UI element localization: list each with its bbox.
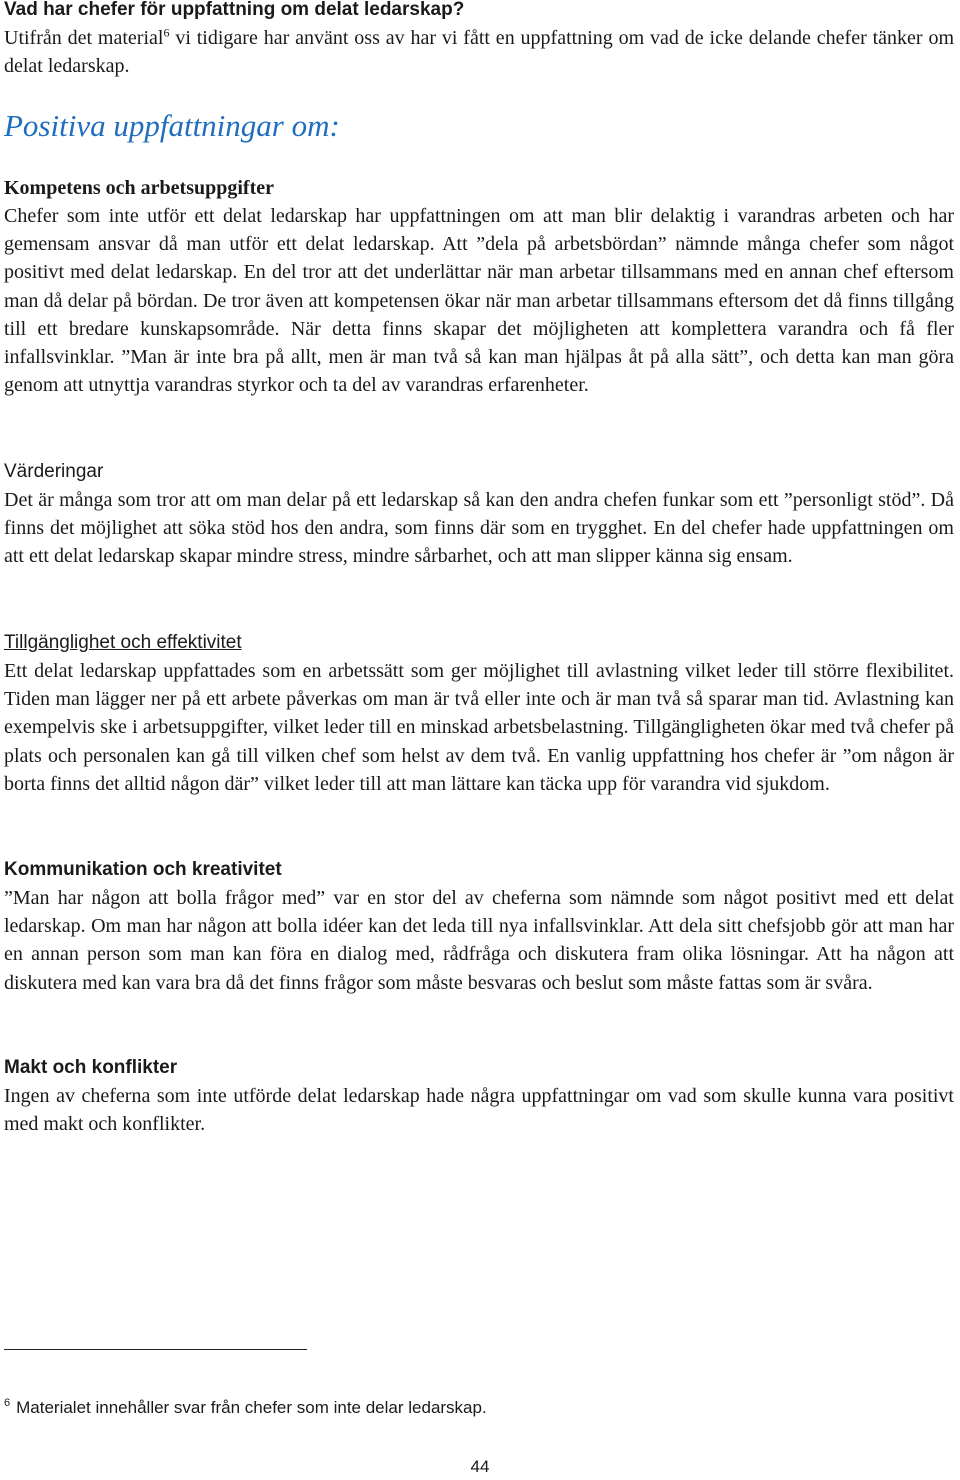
main-heading-block xyxy=(4,106,954,146)
intro-text-after: vi tidigare har använt oss av har vi fått en uppfattning om vad de icke delande chefer tänker om delat ledarskap. xyxy=(4,27,954,78)
section-title: Kompetens och arbetsuppgifter xyxy=(4,177,274,199)
section-title: Makt och konflikter xyxy=(4,1057,178,1078)
section-kommunikation xyxy=(4,856,954,997)
footnote-separator xyxy=(4,1349,307,1350)
section-title: Värderingar xyxy=(4,461,104,482)
section-title: Tillgänglighet och effektivitet xyxy=(4,632,242,653)
section-body: Det är många som tror att om man delar på ett ledarskap så kan den andra chefen funkar som ett ”personligt stöd”. Då finns det möjlighet att söka stöd hos den andra, som finns där som en trygghet. En del chefer hade uppfattningen om att ett delat ledarskap skapar mindre stress, mindre sårbarhet, och att man slipper känna sig ensam. xyxy=(4,489,954,568)
intro-block xyxy=(4,0,954,80)
intro-text-before: Utifrån det material xyxy=(4,27,164,49)
section-makt xyxy=(4,1054,954,1138)
footnote-text: Materialet innehåller svar från chefer som inte delar ledarskap. xyxy=(16,1398,487,1417)
section-title: Kommunikation och kreativitet xyxy=(4,859,282,880)
section-body: Ingen av cheferna som inte utförde delat ledarskap hade några uppfattningar om vad som skulle kunna vara positivt med makt och konflikter. xyxy=(4,1085,954,1136)
main-heading: Positiva uppfattningar om: xyxy=(4,108,340,143)
footnote-reference: 6 xyxy=(163,25,170,40)
section-body: ”Man har någon att bolla frågor med” var en stor del av cheferna som nämnde som något positivt med ett delat ledarskap. Om man har någon att bolla idéer kan det leda till nya infallsvinklar. Att dela sitt chefsjobb gör att man har en annan person som man kan föra en dialog med, rådfråga och diskutera fram olika lösningar. Att ha någon att diskutera med kan vara bra då det finns frågor som måste besvaras och beslut som måste fattas som är svåra. xyxy=(4,887,954,994)
page-number: 44 xyxy=(470,1457,490,1476)
section-kompetens xyxy=(4,174,954,399)
section-body: Ett delat ledarskap uppfattades som en arbetssätt som ger möjlighet till avlastning vilket leder till större flexibilitet. Tiden man lägger ner på ett arbete påverkas om man är två eller inte och är man två så sparar man tid. Avlastning kan exempelvis ske i arbetsuppgifter, vilket leder till en minskad arbetsbelastning. Tillgängligheten ökar med två chefer på plats och personalen kan gå till vilken chef som helst av dem två. En vanlig uppfattning hos chefer är ”om någon är borta finns det alltid någon där” vilket leder till att man lättare kan täcka upp för varandra vid sjukdom. xyxy=(4,660,954,795)
intro-heading: Vad har chefer för uppfattning om delat ledarskap? xyxy=(4,0,465,20)
section-body: Chefer som inte utför ett delat ledarskap har uppfattningen om att man blir delaktig i varandras arbeten och har gemensam ansvar då man utför ett delat ledarskap. Att ”dela på arbetsbördan” nämnde många chefer som något positivt med delat ledarskap. En del tror att det underlättar när man arbetar tillsammans med en annan chef eftersom man då delar på bördan. De tror även att kompetensen ökar när man arbetar tillsammans eftersom det då finns tillgång till ett bredare kunskapsområde. När detta finns skapar det möjligheten att komplettera varandra och få fler infallsvinklar. ”Man är inte bra på allt, men är man två så kan man hjälpas åt på alla sätt”, och detta kan man göra genom att utnyttja varandras styrkor och ta del av varandras erfarenheter. xyxy=(4,205,954,397)
footnote xyxy=(4,1396,487,1420)
section-varderingar xyxy=(4,458,954,571)
intro-paragraph xyxy=(4,24,954,80)
section-tillganglighet xyxy=(4,629,954,798)
footnote-number: 6 xyxy=(4,1397,11,1410)
